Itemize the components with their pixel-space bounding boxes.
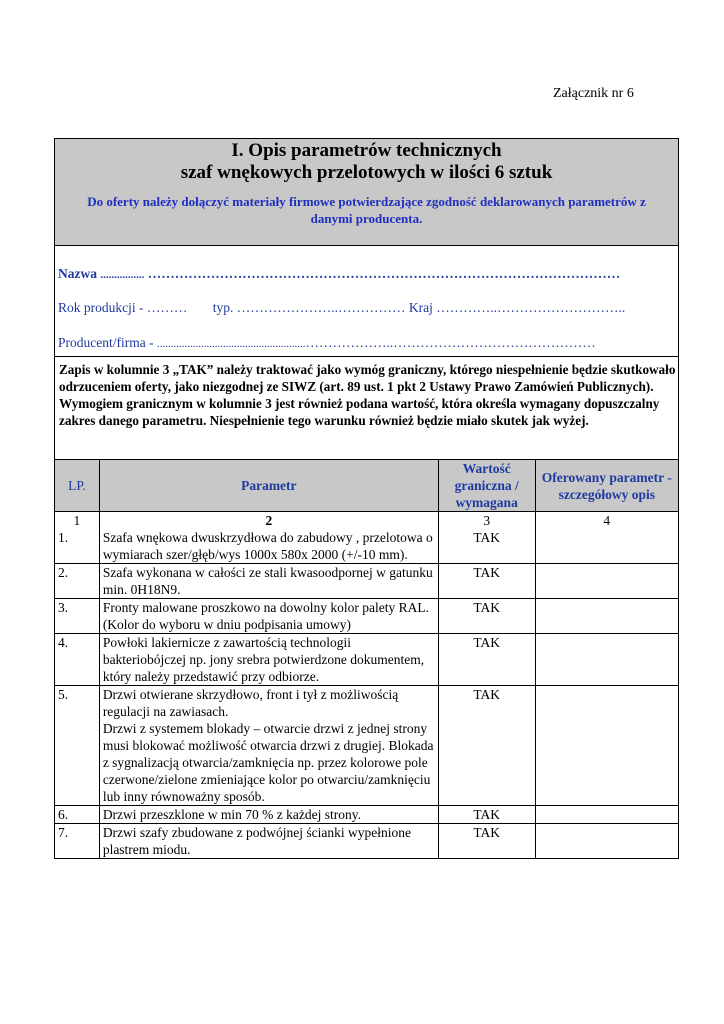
table-row [55,564,678,599]
header-offered: Oferowany parametr -szczegółowy opis [535,460,678,512]
col-number-3: 3 [438,512,535,530]
country-label: Kraj [408,300,433,315]
name-field[interactable]: …………………………………………………………………………………………… [147,266,621,281]
row-value: TAK [438,564,535,599]
table-header-row [55,460,678,512]
table-row [55,599,678,634]
row-offered[interactable] [535,824,678,859]
row-parameter: Szafa wykonana w całości ze stali kwasoodpornej w gatunku min. 0H18N9. [99,564,438,599]
table-row [55,686,678,806]
row-offered[interactable] [535,529,678,564]
table-row [55,806,678,824]
row-lp: 2. [55,564,99,599]
row-offered[interactable] [535,806,678,824]
parameters-table [55,460,678,858]
col-number-1: 1 [55,512,99,530]
row-value: TAK [438,686,535,806]
row-value: TAK [438,824,535,859]
title-line-2: szaf wnękowych przelotowych w ilości 6 sztuk [180,162,553,183]
header-parameter: Parametr [99,460,438,512]
row-value: TAK [438,529,535,564]
row-offered[interactable] [535,686,678,806]
requirements-note [55,357,678,460]
row-value: TAK [438,599,535,634]
producer-field[interactable]: ………………..……………………………………… [305,335,596,350]
name-label: Nazwa [58,266,97,281]
row-offered[interactable] [535,634,678,686]
col-number-2: 2 [99,512,438,530]
row-lp: 3. [55,599,99,634]
producer-dots-small: ...................................................... [156,338,306,350]
row-offered[interactable] [535,564,678,599]
row-parameter: Fronty malowane proszkowo na dowolny kolor palety RAL. (Kolor do wyboru w dniu podpisania umowy) [99,599,438,634]
country-field[interactable]: …………..……………………….. [436,300,626,315]
row-lp: 7. [55,824,99,859]
row-parameter: Powłoki lakiernicze z zawartością technologii bakteriobójczej np. jony srebra potwierdzone dokumentem, który należy przedstawić przy odbiorze. [99,634,438,686]
table-row [55,529,678,564]
table-row [55,634,678,686]
spec-form [54,138,679,859]
row-parameter: Drzwi otwierane skrzydłowo, front i tył z możliwością regulacji na zawiasach. Drzwi z systemem blokady – otwarcie drzwi z jednej strony musi blokować możliwość otwarcia drzwi z drugiej. Blokada z sygnalizacją otwarcia/zamknięcia np. przez kolorowe pole czerwone/zielone zmieniające kolor po otwarciu/zamknięciu lub inny równoważny sposób. [99,686,438,806]
row-value: TAK [438,806,535,824]
type-field[interactable]: …………………..…………… [236,300,406,315]
table-row [55,824,678,859]
header-note: Do oferty należy dołączyć materiały firmowe potwierdzające zgodność deklarowanych parametrów z danymi producenta. [87,194,646,226]
year-row [58,300,625,316]
offer-info [55,246,678,357]
requirements-paragraph-1: Zapis w kolumnie 3 „TAK” należy traktować jako wymóg graniczny, którego niespełnienie będzie skutkowało odrzuceniem oferty, jako niezgodnej ze SIWZ (art. 89 ust. 1 pkt 2 Ustawy Prawo Zamówień Publicznych). [59,362,676,394]
row-value: TAK [438,634,535,686]
type-label: typ. [212,300,234,315]
col-number-4: 4 [535,512,678,530]
row-parameter: Szafa wnękowa dwuskrzydłowa do zabudowy , przelotowa o wymiarach szer/głęb/wys 1000x 580x 2000 (+/-10 mm). [99,529,438,564]
title-line-1: I. Opis parametrów technicznych [231,140,502,161]
row-lp: 6. [55,806,99,824]
row-offered[interactable] [535,599,678,634]
producer-row [58,335,596,351]
column-numbers-row [55,512,678,530]
attachment-label: Załącznik nr 6 [553,86,634,101]
requirements-paragraph-2: Wymogiem granicznym w kolumnie 3 jest również podana wartość, która określa wymagany dopuszczalny zakres danego parametru. Niespełnienie tego warunku również będzie miało skutek jak wyżej. [59,396,660,428]
row-lp: 4. [55,634,99,686]
name-dots-small: ................ [100,269,145,281]
header-value: Wartość graniczna / wymagana [438,460,535,512]
header-lp: LP. [55,460,99,512]
row-parameter: Drzwi szafy zbudowane z podwójnej ścianki wypełnione plastrem miodu. [99,824,438,859]
producer-label: Producent/firma - [58,335,154,350]
row-lp: 5. [55,686,99,806]
row-parameter: Drzwi przeszklone w min 70 % z każdej strony. [99,806,438,824]
year-label: Rok produkcji - [58,300,144,315]
form-header [55,139,678,246]
name-row [58,266,620,282]
row-lp: 1. [55,529,99,564]
year-field[interactable]: ……… [146,300,188,315]
